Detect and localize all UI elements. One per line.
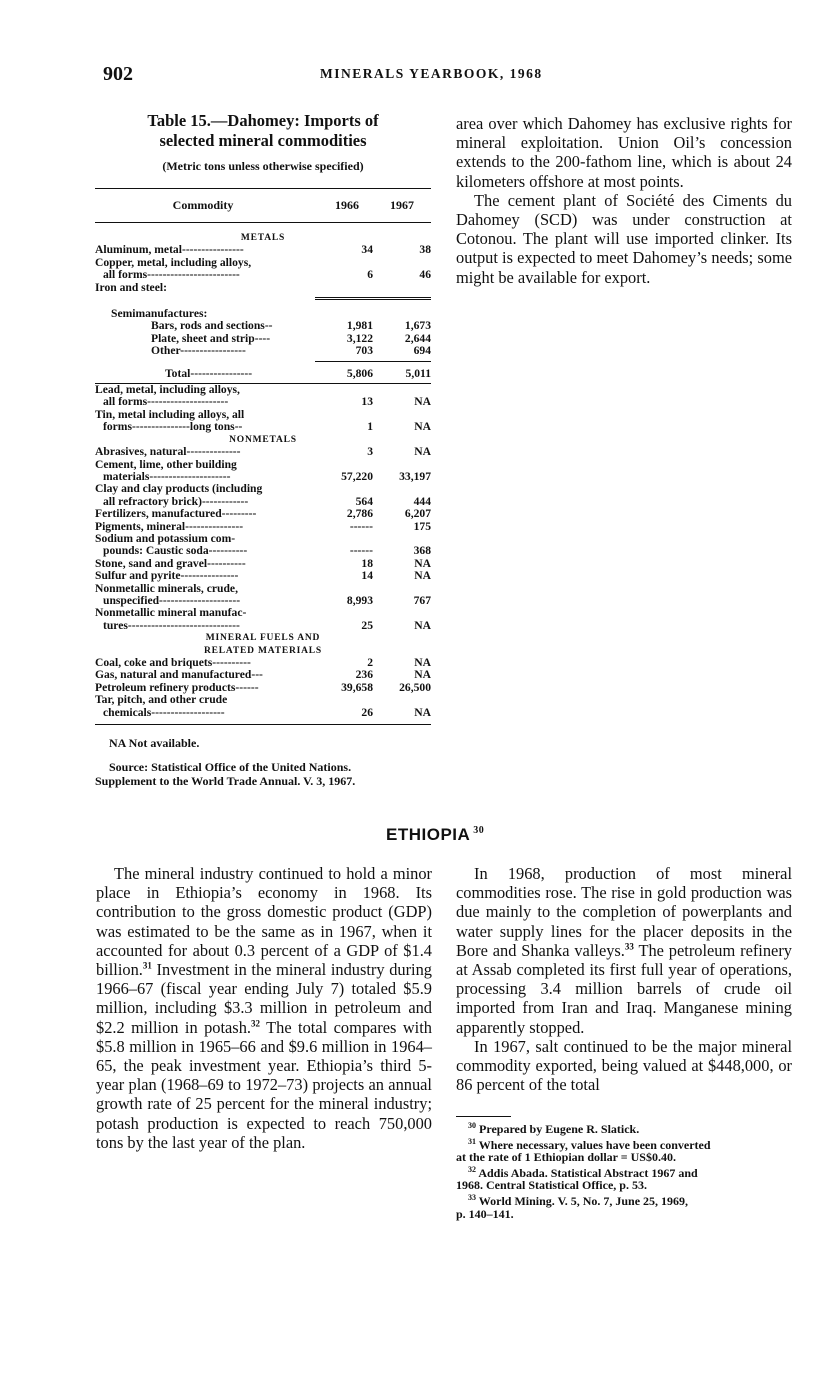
ethiopia-text-right xyxy=(456,864,792,1094)
table-row: Fertilizers, manufactured--------- 2,786 6,207 xyxy=(95,507,431,521)
footnotes xyxy=(456,1120,792,1220)
footnote-rule xyxy=(456,1116,511,1117)
table-row: Sodium and potassium com- pounds: Caustic soda---------- ------ 368 xyxy=(95,531,431,558)
table-row: Semimanufactures: xyxy=(111,307,208,321)
dahomey-text-continued xyxy=(456,114,792,287)
table-row: Nonmetallic mineral manufac- tures----------------------------- 25 NA xyxy=(95,606,431,632)
table-row: Stone, sand and gravel---------- 18 NA xyxy=(95,556,431,570)
footnote-continued: at the rate of 1 Ethiopian dollar = US$0.40. xyxy=(456,1150,676,1165)
footnote-ref: 33 xyxy=(624,941,634,952)
table-row: Petroleum refinery products------ 39,658 26,500 xyxy=(95,680,431,694)
table-row: Lead, metal, including alloys, all forms--------------------- 13 NA xyxy=(95,383,431,409)
footnote: $^{32}$ Addis Abada. Statistical Abstract 1967 and xyxy=(468,1164,698,1180)
footnote: $^{31}$ Where necessary, values have been converted xyxy=(468,1136,711,1152)
paragraph: In 1968, production of most mineral commodities rose. The rise in gold production was due mainly to the completion of powerplants and water supply lines for the placer deposits in the Bore and Shanka valleys.$^{33}$ The petroleum refinery at Assab completed its first full year of operations, processing 3.4 million barrels of crude oil imported from Iran and Iraq. Manganese mining apparently stopped. xyxy=(456,864,792,1037)
imports-table xyxy=(95,111,431,788)
table-title-line-1: Table 15.—Dahomey: Imports of xyxy=(147,111,379,130)
table-source: Source: Statistical Office of the United Nations. Supplement to the World Trade Annual. V. 3, 1967. xyxy=(95,760,356,789)
table-bottom-rule xyxy=(95,724,431,725)
paragraph: In 1967, salt continued to be the major mineral commodity exported, being valued at $448,000, or 86 percent of the total xyxy=(456,1036,792,1095)
footnote: $^{33}$ World Mining. V. 5, No. 7, June 25, 1969, xyxy=(468,1192,689,1208)
paragraph: area over which Dahomey has exclusive rights for mineral exploitation. Union Oil’s concession extends to the 200-fathom line, which is about 24 kilometers offshore at most points. xyxy=(456,114,792,191)
table-row: Abrasives, natural-------------- 3 NA xyxy=(95,445,431,459)
table-row: Gas, natural and manufactured--- 236 NA xyxy=(95,668,431,682)
table-note-na: NA Not available. xyxy=(109,736,200,751)
ethiopia-text-left xyxy=(96,864,432,1152)
col-header-1966: 1966 xyxy=(335,198,359,212)
table-units: (Metric tons unless otherwise specified) xyxy=(162,159,364,173)
table-row: Total---------------- 5,806 5,011 xyxy=(165,366,431,380)
heading-footnote-marker: 30 xyxy=(473,825,485,837)
col-header-1967: 1967 xyxy=(390,198,414,212)
paragraph: The mineral industry continued to hold a minor place in Ethiopia’s economy in 1968. Its contribution to the gross domestic product (GDP) was estimated to be the same as in 1967, when it accounted for about 0.3 percent of a GDP of $1.4 billion.$^{31}$ Investment in the mineral industry during 1966–67 (fiscal year ending July 7) totaled $5.9 million, including $3.3 million in petroleum and $2.2 million in potash.$^{32}$ The total compares with $5.8 million in 1965–66 and $9.6 million in 1964–65, the peak investment year. Ethiopia’s third 5-year plan (1968–69 to 1972–73) projects an annual growth rate of 25 percent for the mineral industry; potash production is expected to reach 750,000 tons by the last year of the plan. xyxy=(96,864,432,1152)
table-row: Coal, coke and briquets---------- 2 NA xyxy=(95,656,431,669)
section-label-fuels: MINERAL FUELS AND RELATED MATERIALS xyxy=(203,633,323,656)
section-label-metals: METALS xyxy=(240,233,286,243)
running-title: MINERALS YEARBOOK, 1968 xyxy=(320,66,543,81)
footnote-continued: p. 140–141. xyxy=(456,1206,514,1221)
table-row: Tin, metal including alloys, all forms---------------long tons-- 1 NA xyxy=(95,407,431,434)
table-row: Copper, metal, including alloys, all forms------------------------ 6 46 xyxy=(95,255,431,282)
footnote-ref: 32 xyxy=(250,1018,260,1029)
page-number: 902 xyxy=(103,63,133,85)
paragraph: The cement plant of Société des Ciments du Dahomey (SCD) was under construction at Cotonou. The plant will use imported clinker. Its output is expected to meet Dahomey’s needs; some might be available for export. xyxy=(456,190,792,287)
section-label-nonmetals: NONMETALS xyxy=(229,434,297,445)
table-row: Tar, pitch, and other crude chemicals------------------- 26 NA xyxy=(95,693,431,719)
table-row: Plate, sheet and strip---- 3,122 2,644 xyxy=(151,331,431,345)
table-body xyxy=(95,223,431,719)
table-row: Clay and clay products (including all refractory brick)------------ 564 444 xyxy=(95,482,431,508)
table-title xyxy=(95,111,431,151)
table-row: Nonmetallic minerals, crude, unspecified--------------------- 8,993 767 xyxy=(95,581,431,607)
table-row: Sulfur and pyrite--------------- 14 NA xyxy=(95,569,431,583)
footnote-continued: 1968. Central Statistical Office, p. 53. xyxy=(456,1178,647,1193)
table-row: Cement, lime, other building materials--------------------- 57,220 33,197 xyxy=(95,457,431,483)
footnote-ref: 31 xyxy=(142,960,152,971)
col-header-commodity: Commodity xyxy=(172,198,234,212)
table-title-line-2: selected mineral commodities xyxy=(159,131,367,150)
table-row: Iron and steel: xyxy=(95,280,167,294)
table-row: Bars, rods and sections-- 1,981 1,673 xyxy=(151,319,431,333)
table-row: Pigments, mineral--------------- ------ 175 xyxy=(95,519,431,533)
section-heading: ETHIOPIA $^{30}$ xyxy=(386,825,485,844)
table-header-row xyxy=(95,189,431,222)
table-row: Aluminum, metal---------------- 34 38 xyxy=(95,243,431,257)
table-row: Other----------------- 703 694 xyxy=(151,344,431,358)
footnote: $^{30}$ Prepared by Eugene R. Slatick. xyxy=(468,1121,640,1136)
